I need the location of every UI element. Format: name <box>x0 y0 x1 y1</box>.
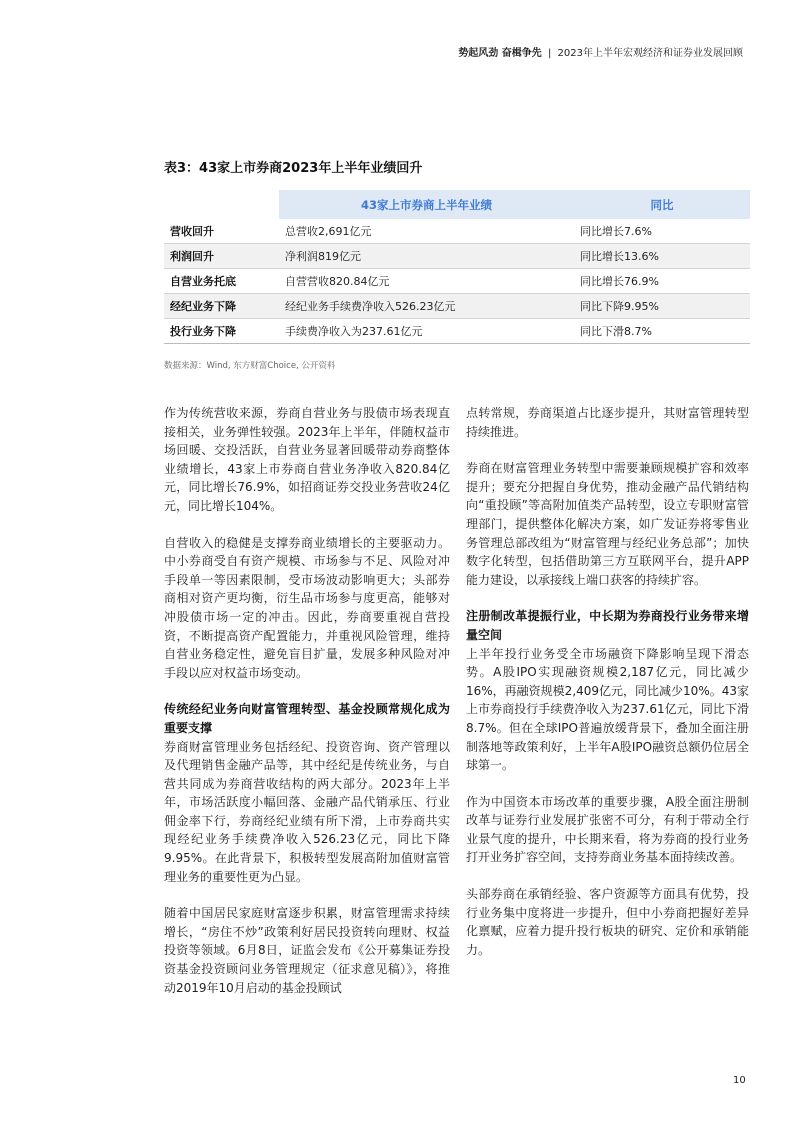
header-report-title: 2023年上半年宏观经济和证券业发展回顾 <box>557 48 743 59</box>
section-heading: 注册制改革提振行业，中长期为券商投行业务带来增量空间 <box>466 609 749 642</box>
row-yoy: 同比下降9.95% <box>574 294 750 319</box>
paragraph: 自营收入的稳健是支撑券商业绩增长的主要驱动力。中小券商受自有资产规模、市场参与不足、风险对冲手段单一等因素限制，受市场波动影响更大；头部券商相对资产更均衡，衍生品市场参与度更高，能够对冲股债市场一定的冲击。因此，券商要重视自营投资，不断提高资产配置能力，并重视风险管理，维持自营业务稳定性，避免盲目扩量，发展多种风险对冲手段以应对权益市场变动。 <box>164 535 450 680</box>
row-value: 经纪业务手续费净收入526.23亿元 <box>279 294 574 319</box>
table-row <box>164 269 750 294</box>
row-yoy: 同比增长7.6% <box>574 219 750 244</box>
page-header <box>458 44 743 59</box>
section-heading: 传统经纪业务向财富管理转型、基金投顾常规化成为重要支撑 <box>164 702 450 735</box>
table-header-row <box>164 190 750 219</box>
table-row <box>164 319 750 344</box>
paragraph: 作为中国资本市场改革的重要步骤，A股全面注册制改革与证券行业发展扩张密不可分，有利于带动全行业景气度的提升，中长期来看，将为券商的投行业务打开业务扩容空间，支持券商业务基本面持续改善。 <box>466 794 749 865</box>
paragraph: 券商财富管理业务包括经纪、投资咨询、资产管理以及代理销售金融产品等，其中经纪是传统业务，与自营共同成为券商营收结构的两大部分。2023年上半年，市场活跃度小幅回落、金融产品代销承压、行业佣金率下行，券商经纪业绩有所下滑，上市券商共实现经纪业务手续费净收入526.23亿元，同比下降9.95%。在此背景下，积极转型发展高附加值财富管理业务的重要性更为凸显。 <box>164 739 450 884</box>
paragraph: 点转常规，券商渠道占比逐步提升，其财富管理转型持续推进。 <box>466 406 749 439</box>
table-header-yoy: 同比 <box>574 190 750 219</box>
row-yoy: 同比增长76.9% <box>574 269 750 294</box>
row-label: 营收回升 <box>164 219 279 244</box>
table-title: 表3：43家上市券商2023年上半年业绩回升 <box>164 161 423 176</box>
paragraph: 随着中国居民家庭财富逐步积累，财富管理需求持续增长，“房住不炒”政策利好居民投资转向理财、权益投资等领域。6月8日，证监会发布《公开募集证券投资基金投资顾问业务管理规定（征求意见稿）》，将推动2019年10月启动的基金投顾试 <box>164 906 450 995</box>
row-label: 经纪业务下降 <box>164 294 279 319</box>
table-row <box>164 244 750 269</box>
row-value: 总营收2,691亿元 <box>279 219 574 244</box>
row-yoy: 同比下滑8.7% <box>574 319 750 344</box>
row-value: 净利润819亿元 <box>279 244 574 269</box>
left-column <box>164 404 450 1015</box>
paragraph: 头部券商在承销经验、客户资源等方面具有优势，投行业务集中度将进一步提升，但中小券商把握好差异化禀赋，应着力提升投行板块的研究、定价和承销能力。 <box>466 887 749 957</box>
header-separator: | <box>547 48 552 59</box>
table-header-performance: 43家上市券商上半年业绩 <box>279 190 574 219</box>
row-label: 投行业务下降 <box>164 319 279 344</box>
row-label: 利润回升 <box>164 244 279 269</box>
paragraph: 作为传统营收来源，券商自营业务与股债市场表现直接相关，业务弹性较强。2023年上半年，伴随权益市场回暖、交投活跃，自营业务显著回暖带动券商整体业绩增长，43家上市券商自营业务净收入820.84亿元，同比增长76.9%，如招商证券交投业务营收24亿元，同比增长104%。 <box>164 406 450 513</box>
header-slogan: 势起风劲 奋楫争先 <box>458 48 542 59</box>
row-value: 自营营收820.84亿元 <box>279 269 574 294</box>
paragraph: 券商在财富管理业务转型中需要兼顾规模扩容和效率提升；要充分把握自身优势，推动金融产品代销结构向“重投顾”等高附加值类产品转型，设立专职财富管理部门，提供整体化解决方案，如广发证券将零售业务管理总部改组为“财富管理与经纪业务总部”；加快数字化转型，包括借助第三方互联网平台，提升APP能力建设，以承接线上端口获客的持续扩容。 <box>466 461 749 587</box>
row-value: 手续费净收入为237.61亿元 <box>279 319 574 344</box>
table-row <box>164 219 750 244</box>
table-row <box>164 294 750 319</box>
right-column <box>466 404 749 977</box>
row-label: 自营业务托底 <box>164 269 279 294</box>
table-source: 数据来源：Wind, 东方财富Choice, 公开资料 <box>164 361 336 371</box>
performance-table <box>164 190 750 344</box>
table-header-empty <box>164 190 279 219</box>
paragraph: 上半年投行业务受全市场融资下降影响呈现下滑态势。A股IPO实现融资规模2,187亿元，同比减少16%，再融资规模2,409亿元，同比减少10%。43家上市券商投行手续费净收入为237.61亿元，同比下滑8.7%。但在全球IPO普遍放缓背景下，叠加全面注册制落地等政策利好，上半年A股IPO融资总额仍位居全球第一。 <box>466 646 749 773</box>
page-number: 10 <box>733 1075 746 1086</box>
row-yoy: 同比增长13.6% <box>574 244 750 269</box>
